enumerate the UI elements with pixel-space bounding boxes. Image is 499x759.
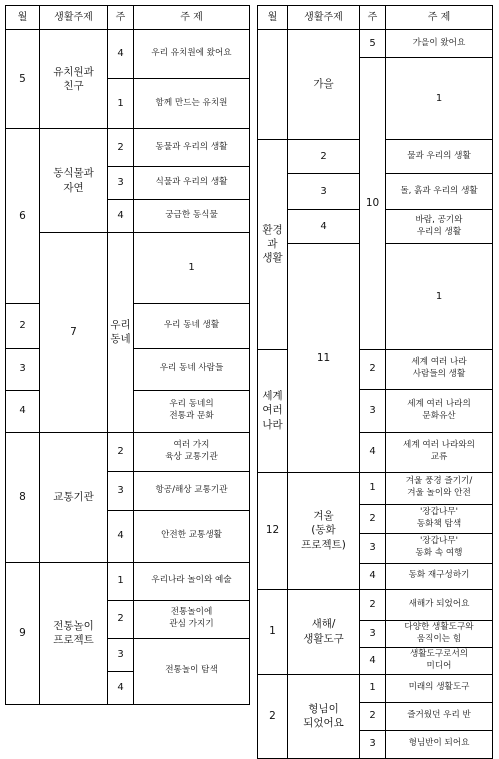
topic-cell: 동물과 우리의 생활 xyxy=(134,129,250,167)
topic-cell: 동화 재구성하기 xyxy=(386,563,493,589)
week-cell: 4 xyxy=(288,210,360,244)
header-month: 월 xyxy=(6,6,40,30)
topic-cell: 여러 가지 육상 교통기관 xyxy=(134,432,250,471)
table-row xyxy=(6,432,250,471)
header-row xyxy=(258,6,493,30)
topic-cell: 우리 유치원에 왔어요 xyxy=(134,30,250,79)
theme-cell: 새해/ 생활도구 xyxy=(288,589,360,674)
week-cell: 4 xyxy=(108,30,134,79)
theme-cell: 동식물과 자연 xyxy=(40,129,108,233)
month-cell xyxy=(258,30,288,140)
week-cell: 2 xyxy=(360,702,386,730)
theme-cell: 세계 여러 나라 xyxy=(258,349,288,472)
theme-cell: 환경과 생활 xyxy=(258,140,288,349)
month-cell: 10 xyxy=(360,58,386,350)
week-cell: 3 xyxy=(288,174,360,210)
week-cell: 2 xyxy=(360,504,386,533)
topic-cell: 바람, 공기와 우리의 생활 xyxy=(386,210,493,244)
topic-cell: 세계 여러 나라의 문화유산 xyxy=(386,389,493,432)
week-cell: 2 xyxy=(108,600,134,638)
week-cell: 2 xyxy=(108,432,134,471)
week-cell: 4 xyxy=(360,563,386,589)
theme-cell: 겨울 (동화 프로젝트) xyxy=(288,472,360,589)
header-month: 월 xyxy=(258,6,288,30)
topic-cell: '장갑나무' 동화책 탐색 xyxy=(386,504,493,533)
week-cell: 4 xyxy=(108,510,134,562)
month-cell: 8 xyxy=(6,432,40,562)
topic-cell: 세계 여러 나라 사람들의 생활 xyxy=(386,349,493,389)
curriculum-table-right xyxy=(257,5,493,759)
topic-cell: 생활도구로서의 미디어 xyxy=(386,647,493,674)
week-cell: 4 xyxy=(6,390,40,432)
month-cell: 2 xyxy=(258,674,288,758)
week-cell: 4 xyxy=(108,200,134,233)
table-body-right xyxy=(258,30,493,759)
topic-cell: 우리 동네 사람들 xyxy=(134,348,250,390)
month-cell: 12 xyxy=(258,472,288,589)
week-cell: 1 xyxy=(386,58,493,140)
topic-cell: 새해가 되었어요 xyxy=(386,589,493,620)
topic-cell: 궁금한 동식물 xyxy=(134,200,250,233)
week-cell: 2 xyxy=(360,589,386,620)
theme-cell: 전통놀이 프로젝트 xyxy=(40,562,108,704)
week-cell: 4 xyxy=(360,432,386,472)
header-theme: 생활주제 xyxy=(288,6,360,30)
header-topic: 주 제 xyxy=(386,6,493,30)
week-cell: 2 xyxy=(6,303,40,348)
table-body-left xyxy=(6,30,250,705)
week-cell: 1 xyxy=(134,233,250,304)
topic-cell: 가을이 왔어요 xyxy=(386,30,493,58)
topic-cell: 다양한 생활도구와 움직이는 힘 xyxy=(386,620,493,647)
week-cell: 3 xyxy=(360,620,386,647)
week-cell: 2 xyxy=(288,140,360,174)
table-row xyxy=(6,233,250,304)
week-cell: 4 xyxy=(108,671,134,704)
week-cell: 2 xyxy=(360,349,386,389)
table-row xyxy=(6,30,250,79)
week-cell: 3 xyxy=(108,471,134,510)
week-cell: 3 xyxy=(108,167,134,200)
table-row xyxy=(258,674,493,702)
week-cell: 4 xyxy=(360,647,386,674)
topic-cell: 돌, 흙과 우리의 생활 xyxy=(386,174,493,210)
theme-cell: 우리 동네 xyxy=(108,233,134,433)
month-cell: 1 xyxy=(258,589,288,674)
table-row xyxy=(6,129,250,167)
month-cell: 6 xyxy=(6,129,40,304)
theme-cell: 형님이 되었어요 xyxy=(288,674,360,758)
theme-cell: 교통기관 xyxy=(40,432,108,562)
table-row xyxy=(6,562,250,600)
week-cell: 1 xyxy=(360,674,386,702)
table-row xyxy=(258,472,493,504)
topic-cell: 형님반이 되어요 xyxy=(386,730,493,758)
theme-cell: 가을 xyxy=(288,30,360,140)
topic-cell: 안전한 교통생활 xyxy=(134,510,250,562)
week-cell: 5 xyxy=(360,30,386,58)
topic-cell: 겨울 풍경 즐기기/ 겨울 놀이와 안전 xyxy=(386,472,493,504)
week-cell: 3 xyxy=(360,389,386,432)
week-cell: 1 xyxy=(108,562,134,600)
topic-cell: 식물과 우리의 생활 xyxy=(134,167,250,200)
month-cell: 11 xyxy=(288,244,360,472)
topic-cell: 우리 동네의 전통과 문화 xyxy=(134,390,250,432)
week-cell: 1 xyxy=(386,244,493,349)
week-cell: 3 xyxy=(108,638,134,671)
curriculum-table-left xyxy=(5,5,250,705)
topic-cell: 전통놀이 탐색 xyxy=(134,638,250,704)
header-topic: 주 제 xyxy=(134,6,250,30)
theme-cell: 유치원과 친구 xyxy=(40,30,108,129)
topic-cell: 우리나라 놀이와 예술 xyxy=(134,562,250,600)
week-cell: 3 xyxy=(6,348,40,390)
topic-cell: 미래의 생활도구 xyxy=(386,674,493,702)
week-cell: 1 xyxy=(108,79,134,129)
week-cell: 2 xyxy=(108,129,134,167)
month-cell: 7 xyxy=(40,233,108,433)
topic-cell: 즐거웠던 우리 반 xyxy=(386,702,493,730)
header-week: 주 xyxy=(360,6,386,30)
topic-cell: 세계 여러 나라와의 교류 xyxy=(386,432,493,472)
week-cell: 3 xyxy=(360,730,386,758)
topic-cell: 우리 동네 생활 xyxy=(134,303,250,348)
header-theme: 생활주제 xyxy=(40,6,108,30)
topic-cell: 항공/해상 교통기관 xyxy=(134,471,250,510)
month-cell: 9 xyxy=(6,562,40,704)
month-cell: 5 xyxy=(6,30,40,129)
topic-cell: 전통놀이에 관심 가지기 xyxy=(134,600,250,638)
week-cell: 3 xyxy=(360,533,386,563)
header-week: 주 xyxy=(108,6,134,30)
week-cell: 1 xyxy=(360,472,386,504)
topic-cell: 물과 우리의 생활 xyxy=(386,140,493,174)
topic-cell: '장갑나무' 동화 속 여행 xyxy=(386,533,493,563)
table-row xyxy=(258,30,493,58)
table-row xyxy=(258,589,493,620)
topic-cell: 함께 만드는 유치원 xyxy=(134,79,250,129)
header-row xyxy=(6,6,250,30)
